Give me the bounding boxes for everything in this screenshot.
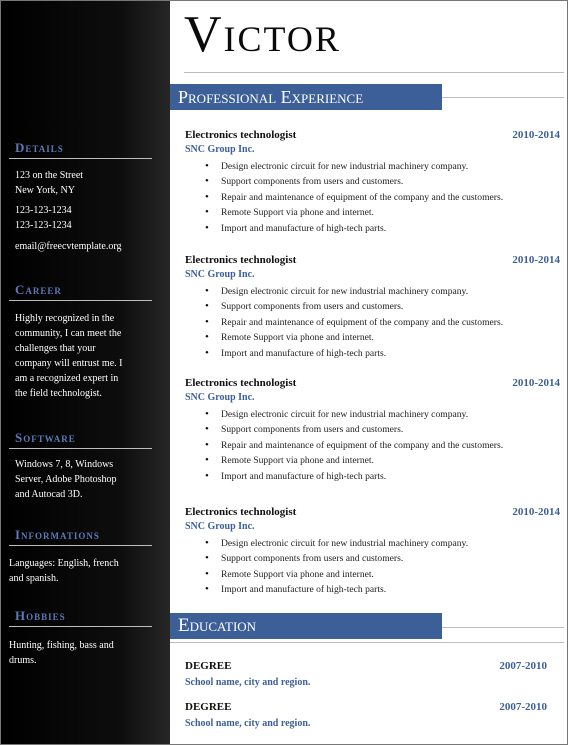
bullet-dot-icon: • xyxy=(205,300,209,313)
phone-2: 123-123-1234 xyxy=(15,220,72,231)
name-divider xyxy=(184,72,564,73)
bullet-dot-icon: • xyxy=(205,438,209,451)
career-line: am a recognized expert in xyxy=(15,373,119,384)
details-heading: Details xyxy=(15,140,64,155)
sidebar xyxy=(0,0,170,745)
career-divider xyxy=(9,300,152,301)
software-divider xyxy=(9,448,152,449)
career-text xyxy=(15,311,155,401)
software-text xyxy=(15,457,155,502)
bullet-dot-icon: • xyxy=(205,454,209,467)
bullet-dot-icon: • xyxy=(205,537,209,549)
career-line: challenges that your xyxy=(15,343,96,354)
bullet-dot-icon: • xyxy=(205,567,209,580)
job-bullet: • Remote Support via phone and internet. xyxy=(205,567,565,582)
education-heading-rule xyxy=(442,627,564,628)
job-company: SNC Group Inc. xyxy=(185,269,255,280)
job-title: Electronics technologist xyxy=(185,377,297,389)
experience-heading: Professional Experience xyxy=(178,87,364,107)
job-bullet: • Remote Support via phone and internet. xyxy=(205,453,565,468)
candidate-name: Victor xyxy=(184,6,341,63)
job-date: 2010-2014 xyxy=(512,254,560,266)
hobbies-line: drums. xyxy=(9,655,37,666)
software-line: and Autocad 3D. xyxy=(15,489,83,500)
experience-heading-rule xyxy=(442,97,564,98)
job-title: Electronics technologist xyxy=(185,506,297,518)
bullet-dot-icon: • xyxy=(205,552,209,565)
bullet-dot-icon: • xyxy=(205,346,209,359)
bullet-dot-icon: • xyxy=(205,175,209,188)
job-bullet: • Repair and maintenance of equipment of the company and the customers. xyxy=(205,190,565,205)
bullet-dot-icon: • xyxy=(205,331,209,344)
bullet-dot-icon: • xyxy=(205,190,209,203)
informations-text xyxy=(9,556,159,586)
education-heading: Education xyxy=(178,615,257,636)
job-title: Electronics technologist xyxy=(185,129,297,141)
job-bullet: • Remote Support via phone and internet. xyxy=(205,205,565,220)
job-bullets xyxy=(205,536,565,598)
hobbies-heading: Hobbies xyxy=(15,608,66,623)
edu-degree: DEGREE xyxy=(185,701,232,713)
informations-divider xyxy=(9,545,152,546)
experience-heading-band xyxy=(170,84,442,110)
job-bullet: • Design electronic circuit for new industrial machinery company. xyxy=(205,284,565,299)
education-underline xyxy=(170,642,564,643)
job-bullet: • Design electronic circuit for new industrial machinery company. xyxy=(205,159,565,174)
informations-heading: Informations xyxy=(15,527,100,542)
career-line: the field technologist. xyxy=(15,388,102,399)
bullet-dot-icon: • xyxy=(205,408,209,420)
details-block xyxy=(15,168,155,254)
job-bullet: • Import and manufacture of high-tech parts. xyxy=(205,582,565,597)
job-bullet: • Remote Support via phone and internet. xyxy=(205,330,565,345)
career-line: community, I can meet the xyxy=(15,328,122,339)
bullet-dot-icon: • xyxy=(205,206,209,219)
job-company: SNC Group Inc. xyxy=(185,392,255,403)
job-bullet: • Repair and maintenance of equipment of the company and the customers. xyxy=(205,438,565,453)
career-line: Highly recognized in the xyxy=(15,313,115,324)
main-content xyxy=(170,0,568,745)
bullet-dot-icon: • xyxy=(205,160,209,172)
career-line: company will entrust me. I xyxy=(15,358,123,369)
software-heading: Software xyxy=(15,430,76,445)
informations-line: and spanish. xyxy=(9,573,59,584)
address-line-1: 123 on the Street xyxy=(15,170,84,181)
bullet-dot-icon: • xyxy=(205,423,209,436)
job-bullet: • Support components from users and customers. xyxy=(205,551,565,566)
job-bullet: • Repair and maintenance of equipment of the company and the customers. xyxy=(205,315,565,330)
job-bullet: • Import and manufacture of high-tech parts. xyxy=(205,346,565,361)
job-bullets xyxy=(205,407,565,484)
job-date: 2010-2014 xyxy=(512,129,560,141)
job-bullet: • Import and manufacture of high-tech parts. xyxy=(205,469,565,484)
software-line: Server, Adobe Photoshop xyxy=(15,474,117,485)
hobbies-line: Hunting, fishing, bass and xyxy=(9,640,114,651)
job-company: SNC Group Inc. xyxy=(185,144,255,155)
education-heading-band xyxy=(170,613,442,639)
job-bullet: • Design electronic circuit for new industrial machinery company. xyxy=(205,407,565,422)
phone-1: 123-123-1234 xyxy=(15,205,72,216)
job-bullet: • Support components from users and customers. xyxy=(205,174,565,189)
bullet-dot-icon: • xyxy=(205,315,209,328)
job-bullet: • Import and manufacture of high-tech parts. xyxy=(205,221,565,236)
job-bullets xyxy=(205,159,565,236)
edu-date: 2007-2010 xyxy=(499,660,547,672)
bullet-dot-icon: • xyxy=(205,469,209,482)
edu-school: School name, city and region. xyxy=(185,677,311,688)
software-line: Windows 7, 8, Windows xyxy=(15,459,114,470)
job-company: SNC Group Inc. xyxy=(185,521,255,532)
job-title: Electronics technologist xyxy=(185,254,297,266)
job-bullet: • Design electronic circuit for new industrial machinery company. xyxy=(205,536,565,551)
job-bullets xyxy=(205,284,565,361)
edu-date: 2007-2010 xyxy=(499,701,547,713)
bullet-dot-icon: • xyxy=(205,583,209,596)
career-heading: Career xyxy=(15,282,62,297)
job-date: 2010-2014 xyxy=(512,506,560,518)
job-date: 2010-2014 xyxy=(512,377,560,389)
bullet-dot-icon: • xyxy=(205,285,209,297)
hobbies-divider xyxy=(9,626,152,627)
details-divider xyxy=(9,158,152,159)
bullet-dot-icon: • xyxy=(205,221,209,234)
edu-degree: DEGREE xyxy=(185,660,232,672)
job-bullet: • Support components from users and customers. xyxy=(205,422,565,437)
edu-school: School name, city and region. xyxy=(185,718,311,729)
address-line-2: New York, NY xyxy=(15,185,76,196)
job-bullet: • Support components from users and customers. xyxy=(205,299,565,314)
informations-line: Languages: English, french xyxy=(9,558,119,569)
hobbies-text xyxy=(9,638,159,668)
email[interactable]: email@freecvtemplate.org xyxy=(15,241,122,252)
